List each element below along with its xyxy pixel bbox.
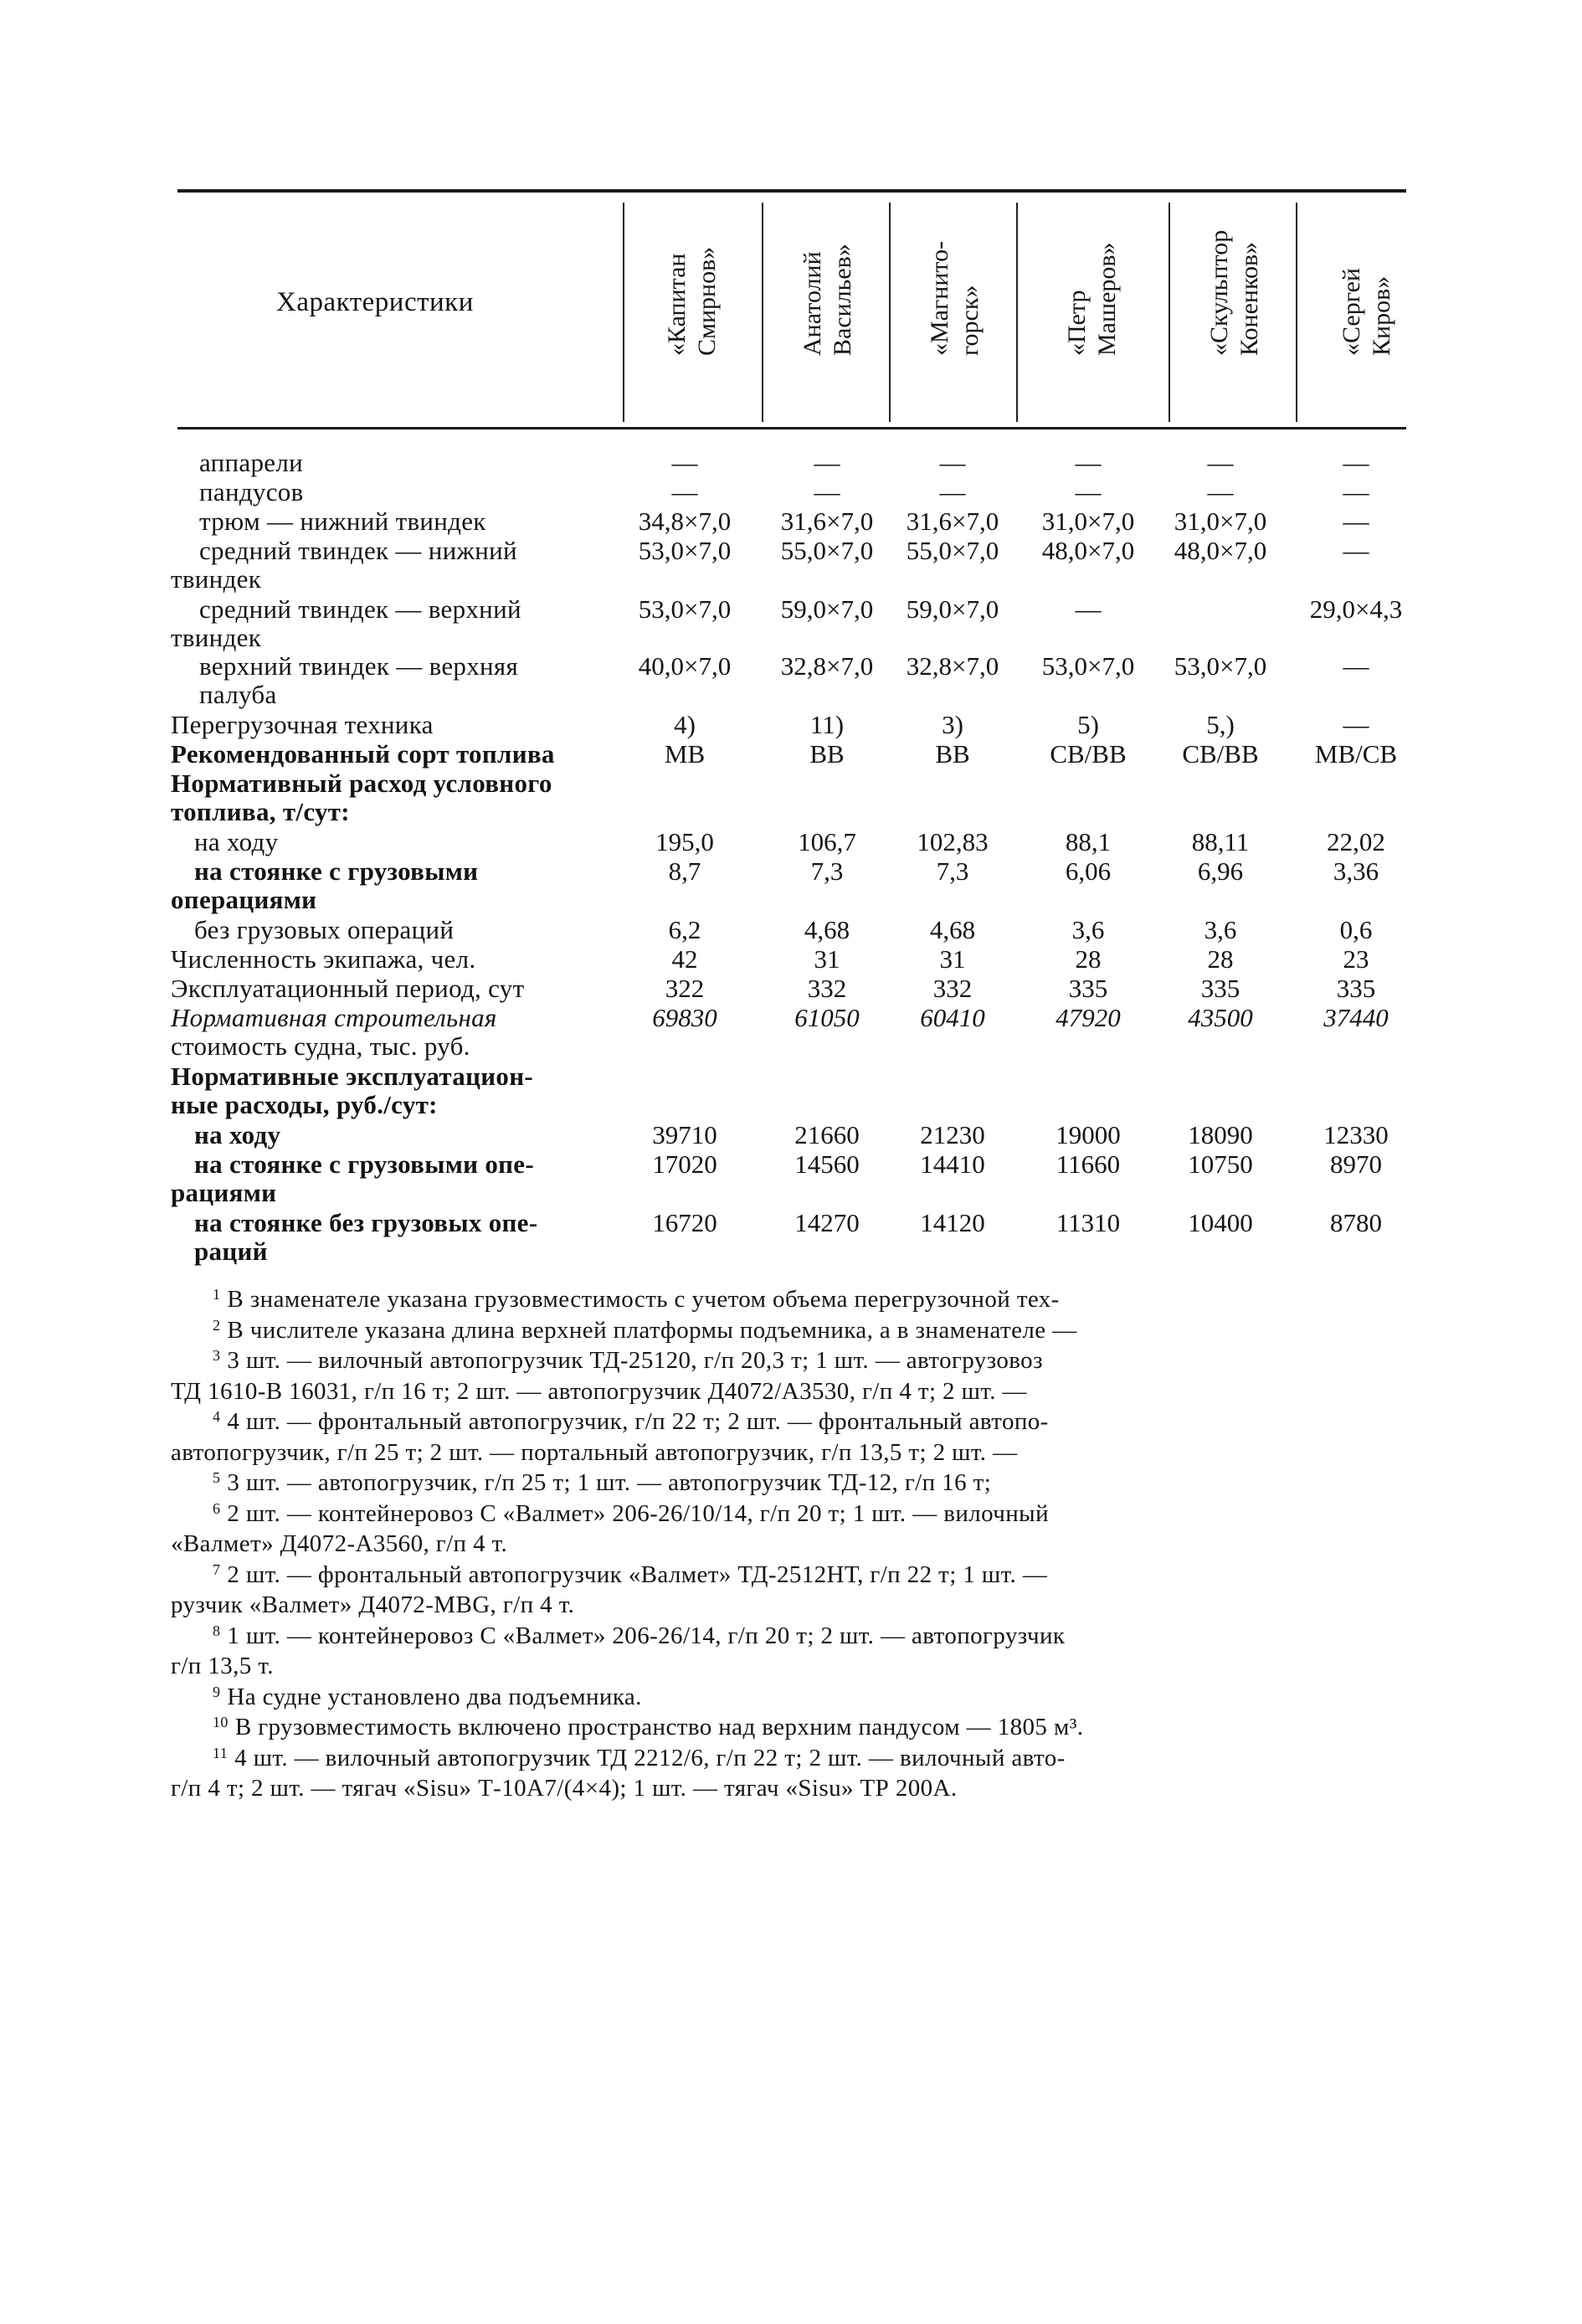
table-cell: — [1343, 506, 1369, 536]
table-cell: МВ [664, 739, 706, 769]
footnote-text: В знаменателе указана грузовместимость с учетом объема перегрузочной тех- [227, 1286, 1060, 1313]
table-cell: — [671, 477, 698, 506]
table-cell: 31,0×7,0 [1174, 506, 1267, 536]
table-cell: 8780 [1330, 1208, 1382, 1237]
column-divider [623, 203, 624, 422]
footnote-number: 3 [213, 1347, 221, 1364]
table-cell: 53,0×7,0 [1041, 651, 1135, 681]
table-cell: 59,0×7,0 [906, 594, 999, 624]
table-cell: 335 [1336, 974, 1376, 1003]
column-header-anatoliy-vasilyev: Анатолий Васильев» [799, 244, 856, 356]
table-cell: — [1207, 448, 1234, 477]
characteristics-header: Характеристики [276, 287, 474, 317]
table-cell: — [814, 477, 840, 506]
table-cell: 5) [1077, 710, 1099, 739]
table-cell: 61050 [794, 1003, 860, 1032]
table-cell: 23 [1343, 944, 1369, 974]
table-cell: 5,) [1206, 710, 1235, 739]
row-label: на ходу [194, 827, 279, 856]
table-cell: 102,83 [917, 827, 989, 856]
footnote-number: 1 [213, 1286, 221, 1303]
table-cell: 32,8×7,0 [906, 651, 999, 681]
footnote-text: автопогрузчик, г/п 25 т; 2 шт. — портальный автопогрузчик, г/п 13,5 т; 2 шт. — [171, 1439, 1018, 1466]
footnote-line [213, 1408, 1049, 1436]
table-cell: — [939, 448, 966, 477]
footnote-line [171, 1653, 274, 1680]
column-header-kapitan-smirnov: «Капитан Смирнов» [663, 246, 721, 356]
table-cell: 335 [1068, 974, 1108, 1003]
footnote-line [213, 1469, 991, 1497]
row-label-continuation: раций [194, 1237, 268, 1266]
row-label: пандусов [199, 477, 304, 506]
table-cell: 69830 [652, 1003, 717, 1032]
row-label: на стоянке с грузовыми опе- [194, 1149, 534, 1179]
table-cell: 60410 [920, 1003, 985, 1032]
row-label-continuation: операциями [171, 885, 317, 914]
table-cell: 3,6 [1071, 915, 1105, 944]
table-cell: СВ/ВВ [1050, 739, 1127, 769]
table-cell: 3) [942, 710, 963, 739]
row-label: Нормативный расход условного [171, 769, 552, 798]
table-cell: 10400 [1188, 1208, 1253, 1237]
table-cell: 29,0×4,3 [1309, 594, 1403, 624]
table-cell: 31 [814, 944, 840, 974]
table-cell: 7,3 [810, 856, 844, 886]
table-cell: ВВ [935, 739, 970, 769]
footnote-number: 5 [213, 1469, 221, 1486]
table-cell: 195,0 [655, 827, 714, 856]
footnote-text: На судне установлено два подъемника. [227, 1684, 642, 1710]
table-cell: — [814, 448, 840, 477]
table-cell: 88,11 [1191, 827, 1250, 856]
row-label: на стоянке с грузовыми [194, 856, 479, 886]
footnote-number: 7 [213, 1561, 221, 1578]
table-cell: 6,2 [668, 915, 701, 944]
footnote-number: 2 [213, 1317, 221, 1334]
footnote-line [171, 1775, 958, 1802]
table-cell: 31,6×7,0 [780, 506, 874, 536]
footnote-number: 8 [213, 1622, 221, 1639]
table-cell: 11660 [1056, 1149, 1121, 1179]
table-cell: — [1343, 448, 1369, 477]
column-divider [1169, 203, 1170, 422]
footnote-line [213, 1745, 1066, 1772]
table-cell: 88,1 [1065, 827, 1112, 856]
table-cell: 31,0×7,0 [1041, 506, 1135, 536]
column-divider [889, 203, 891, 422]
table-cell: 17020 [652, 1149, 717, 1179]
row-label: Эксплуатационный период, сут [171, 974, 525, 1003]
row-label-continuation: топлива, т/сут: [171, 797, 350, 826]
table-cell: 48,0×7,0 [1174, 536, 1267, 565]
footnote-line [213, 1500, 1049, 1528]
table-cell: СВ/ВВ [1182, 739, 1259, 769]
row-label: без грузовых операций [194, 915, 455, 944]
row-label: трюм — нижний твиндек [199, 506, 486, 536]
table-cell: — [939, 477, 966, 506]
table-cell: 55,0×7,0 [780, 536, 874, 565]
table-cell: 28 [1075, 944, 1102, 974]
footnote-line [213, 1561, 1047, 1589]
table-cell: — [1343, 477, 1369, 506]
table-cell: 22,02 [1327, 827, 1385, 856]
table-cell: 34,8×7,0 [638, 506, 732, 536]
table-cell: 8,7 [668, 856, 701, 886]
table-cell: 11) [809, 710, 845, 739]
table-cell: 39710 [652, 1120, 717, 1149]
footnote-line [171, 1591, 574, 1619]
table-cell: 40,0×7,0 [638, 651, 732, 681]
table-cell: 31 [939, 944, 966, 974]
table-cell: 14120 [920, 1208, 985, 1237]
table-cell: — [1207, 477, 1234, 506]
table-cell: — [671, 448, 698, 477]
table-cell: 47920 [1056, 1003, 1121, 1032]
row-label: Нормативная строительная [171, 1003, 497, 1032]
table-cell: 31,6×7,0 [906, 506, 999, 536]
table-cell: 32,8×7,0 [780, 651, 874, 681]
table-cell: 3,6 [1204, 915, 1237, 944]
row-label-continuation: рациями [171, 1178, 277, 1207]
table-cell: — [1075, 448, 1102, 477]
footnote-number: 10 [213, 1714, 229, 1730]
table-cell: — [1075, 477, 1102, 506]
footnote-text: рузчик «Валмет» Д4072-MBG, г/п 4 т. [171, 1591, 575, 1618]
row-label-continuation: твиндек [171, 623, 262, 652]
table-cell: 48,0×7,0 [1041, 536, 1135, 565]
table-cell: 42 [671, 944, 698, 974]
footnote-text: 3 шт. — автопогрузчик, г/п 25 т; 1 шт. — автопогрузчик ТД-12, г/п 16 т; [227, 1469, 992, 1496]
table-cell: — [1343, 536, 1369, 565]
footnote-text: 4 шт. — фронтальный автопогрузчик, г/п 22 т; 2 шт. — фронтальный автопо- [227, 1408, 1049, 1435]
table-cell: 4,68 [929, 915, 976, 944]
footnote-number: 9 [213, 1684, 221, 1700]
table-cell: 8970 [1330, 1149, 1382, 1179]
row-label-continuation: твиндек [171, 564, 262, 594]
table-cell: 14410 [920, 1149, 985, 1179]
footnote-text: ТД 1610-В 16031, г/п 16 т; 2 шт. — автопогрузчик Д4072/А3530, г/п 4 т; 2 шт. — [171, 1378, 1027, 1405]
row-label-continuation: ные расходы, руб./сут: [171, 1090, 438, 1119]
table-cell: ВВ [809, 739, 845, 769]
footnote-text: 2 шт. — контейнеровоз С «Валмет» 206-26/10/14, г/п 20 т; 1 шт. — вилочный [227, 1500, 1049, 1527]
row-label: средний твиндек — нижний [199, 536, 517, 565]
footnote-line [213, 1286, 1060, 1314]
footnote-text: г/п 13,5 т. [171, 1653, 274, 1679]
table-cell: 12330 [1323, 1120, 1389, 1149]
table-cell: МВ/СВ [1314, 739, 1398, 769]
table-cell: 322 [665, 974, 705, 1003]
column-header-petr-masherov: «Петр Машеров» [1063, 242, 1121, 356]
table-cell: 4) [674, 710, 696, 739]
column-header-skulptor-konenkov: «Скульптор Коненков» [1205, 229, 1263, 356]
table-cell: 6,06 [1065, 856, 1112, 886]
row-label-continuation: стоимость судна, тыс. руб. [171, 1031, 470, 1061]
table-cell: 43500 [1188, 1003, 1253, 1032]
row-label-continuation: палуба [199, 680, 277, 709]
table-cell: 14560 [794, 1149, 860, 1179]
footnote-line [171, 1439, 1017, 1467]
table-cell: 16720 [652, 1208, 717, 1237]
footnote-line [213, 1622, 1065, 1650]
table-cell: 55,0×7,0 [906, 536, 999, 565]
row-label: Рекомендованный сорт топлива [171, 739, 555, 769]
footnote-text: «Валмет» Д4072-А3560, г/п 4 т. [171, 1530, 508, 1557]
footnote-text: 2 шт. — фронтальный автопогрузчик «Валмет» ТД-2512НТ, г/п 22 т; 1 шт. — [227, 1561, 1048, 1588]
footnote-line [213, 1684, 642, 1711]
footnote-line [213, 1714, 1083, 1741]
table-cell: 19000 [1056, 1120, 1121, 1149]
row-label: Перегрузочная техника [171, 710, 434, 739]
footnote-number: 11 [213, 1745, 229, 1761]
table-cell: 106,7 [798, 827, 856, 856]
footnote-line [171, 1530, 507, 1558]
table-cell: 0,6 [1339, 915, 1373, 944]
column-divider [1296, 203, 1297, 422]
row-label: на стоянке без грузовых опе- [194, 1208, 538, 1237]
table-cell: 332 [807, 974, 847, 1003]
footnote-text: 1 шт. — контейнеровоз С «Валмет» 206-26/14, г/п 20 т; 2 шт. — автопогрузчик [227, 1622, 1066, 1649]
footnote-line [171, 1378, 1027, 1406]
column-divider [762, 203, 763, 422]
footnote-text: В числителе указана длина верхней платформы подъемника, а в знаменателе — [227, 1317, 1077, 1344]
table-cell: 18090 [1188, 1120, 1253, 1149]
table-cell: 53,0×7,0 [638, 536, 732, 565]
table-cell: 10750 [1188, 1149, 1253, 1179]
footnote-text: В грузовместимость включено пространство над верхним пандусом — 1805 м³. [234, 1714, 1084, 1740]
table-header-rule [177, 427, 1406, 429]
row-label: Нормативные эксплуатацион- [171, 1062, 533, 1091]
table-cell: 335 [1200, 974, 1240, 1003]
footnote-text: 3 шт. — вилочный автопогрузчик ТД-25120, г/п 20,3 т; 1 шт. — автогрузовоз [227, 1347, 1043, 1374]
table-cell: 21660 [794, 1120, 860, 1149]
table-cell: 14270 [794, 1208, 860, 1237]
table-cell: 6,96 [1197, 856, 1244, 886]
column-header-sergey-kirov: «Сергей Киров» [1338, 268, 1395, 356]
row-label: верхний твиндек — верхняя [199, 651, 519, 681]
table-cell: 11310 [1056, 1208, 1121, 1237]
table-cell: 53,0×7,0 [638, 594, 732, 624]
table-cell: 3,36 [1333, 856, 1379, 886]
column-header-magnitogorsk: «Магнито- горск» [926, 240, 984, 356]
table-cell: 4,68 [804, 915, 850, 944]
table-cell: — [1343, 651, 1369, 681]
column-divider [1016, 203, 1018, 422]
table-cell: 7,3 [936, 856, 969, 886]
row-label: средний твиндек — верхний [199, 594, 521, 624]
row-label: Численность экипажа, чел. [171, 944, 476, 974]
table-cell: — [1075, 594, 1102, 624]
row-label: на ходу [194, 1120, 281, 1149]
footnote-line [213, 1347, 1043, 1375]
table-cell: — [1343, 710, 1369, 739]
footnote-line [213, 1317, 1077, 1345]
footnote-number: 6 [213, 1500, 221, 1517]
table-cell: 332 [932, 974, 973, 1003]
table-cell: 37440 [1323, 1003, 1389, 1032]
footnote-text: г/п 4 т; 2 шт. — тягач «Sisu» Т-10А7/(4×4); 1 шт. — тягач «Sisu» ТР 200А. [171, 1775, 958, 1802]
table-cell: 21230 [920, 1120, 985, 1149]
table-cell: 59,0×7,0 [780, 594, 874, 624]
footnote-text: 4 шт. — вилочный автопогрузчик ТД 2212/6, г/п 22 т; 2 шт. — вилочный авто- [234, 1745, 1066, 1771]
row-label: аппарели [199, 448, 304, 477]
table-cell: 28 [1207, 944, 1234, 974]
footnote-number: 4 [213, 1408, 221, 1425]
table-cell: 53,0×7,0 [1174, 651, 1267, 681]
